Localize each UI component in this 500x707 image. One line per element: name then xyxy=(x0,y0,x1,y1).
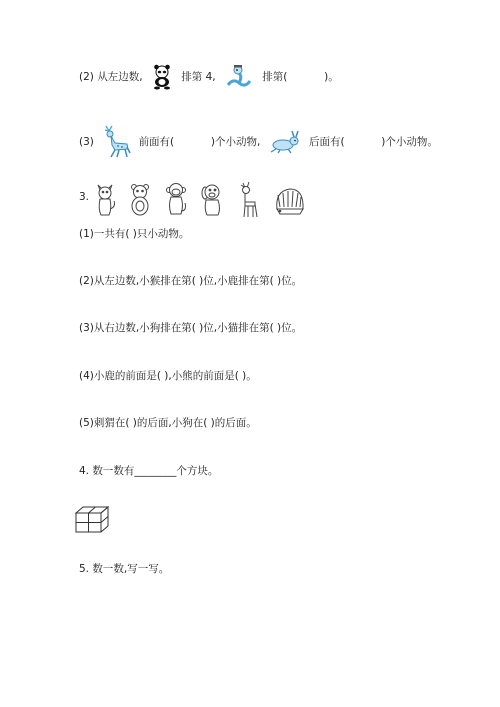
question-2-text-b: 排第 4, xyxy=(181,71,216,83)
section-3-item: (3)从右边数,小狗排在第( )位,小猫排在第( )位。 xyxy=(79,322,303,334)
question-2-text-d: )。 xyxy=(324,71,339,83)
question-2-text-a: (2) 从左边数, xyxy=(79,71,143,83)
dog-icon xyxy=(199,181,225,217)
question-3-text-b: 前面有( xyxy=(138,136,175,148)
question-3-text-a: (3) xyxy=(79,136,94,148)
question-3-text-c: )个小动物, xyxy=(210,136,261,148)
animal-row xyxy=(93,180,314,218)
deer-icon xyxy=(101,125,131,159)
section-3-item: (2)从左边数,小猴排在第( )位,小鹿排在第( )位。 xyxy=(79,275,303,287)
snake-icon xyxy=(225,64,253,90)
section-3-number: 3. xyxy=(79,191,90,203)
question-3-text-d: 后面有( xyxy=(308,136,345,148)
monkey-icon xyxy=(164,181,188,217)
section-5-question: 5. 数一数,写一写。 xyxy=(79,563,170,575)
question-2-text-c: 排第( xyxy=(262,71,288,83)
section-3-item: (5)刺猬在( )的后面,小狗在( )的后面。 xyxy=(79,417,257,429)
hedgehog-icon xyxy=(272,181,306,217)
panda-icon xyxy=(151,64,173,90)
section-3-item: (4)小鹿的前面是( ),小熊的前面是( )。 xyxy=(79,370,257,382)
section-3-item: (1)一共有( )只小动物。 xyxy=(79,228,190,240)
cube-stack-icon xyxy=(75,505,109,533)
section-4-question: 4. 数一数有________个方块。 xyxy=(79,465,219,477)
rabbit-icon xyxy=(268,130,302,154)
question-3 xyxy=(79,125,438,159)
bear-icon xyxy=(128,181,152,217)
question-3-text-e: )个小动物。 xyxy=(381,136,438,148)
cat-icon xyxy=(93,181,117,217)
deer-icon xyxy=(236,180,260,218)
question-2 xyxy=(79,64,339,90)
